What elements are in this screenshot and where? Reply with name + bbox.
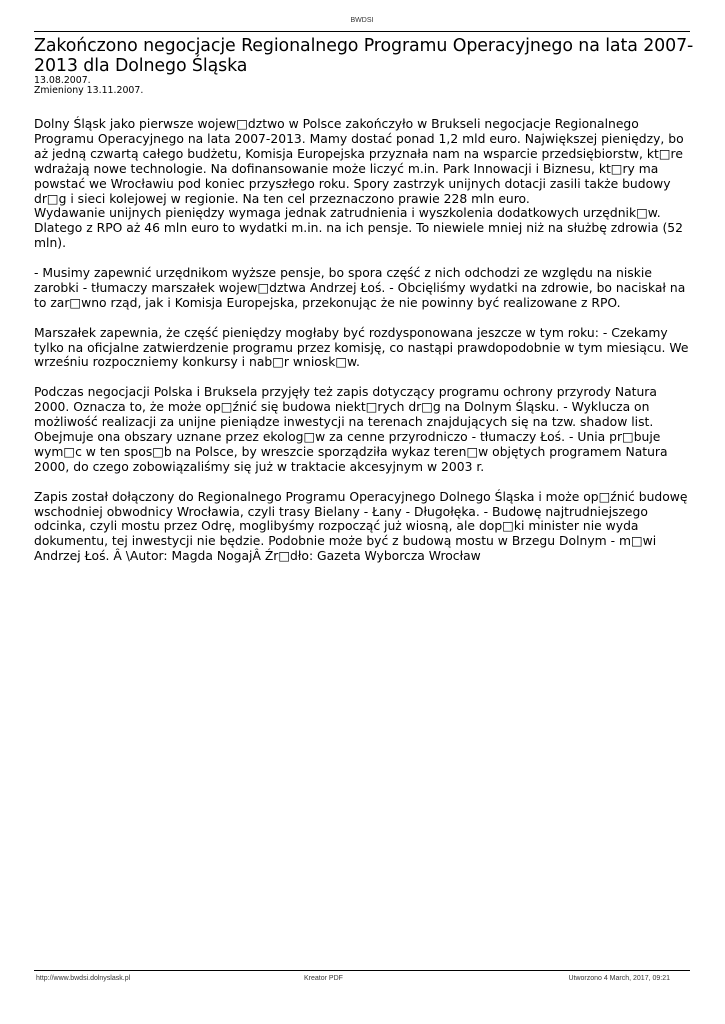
footer-divider [34, 970, 690, 971]
footer-generator: Kreator PDF [304, 975, 343, 982]
article-paragraph: Dolny Śląsk jako pierwsze wojew□dztwo w Polsce zakończyło w Brukseli negocjacje Regionalnego Programu Operacyjnego na lata 2007-2013. Mamy dostać ponad 1,2 mld euro. Największej pieniędzy, bo aż jedną czwartą całego budżetu, Komisja Europejska przyznała nam na wsparcie przedsiębiorstw, kt□re wdrażają nowe technologie. Na dofinansowanie może liczyć m.in. Park Innowacji i Biznesu, kt□ry ma powstać we Wrocławiu pod koniec przyszłego roku. Spory zastrzyk unijnych dotacji zasili także budowy dr□g i sieci kolejowej w regionie. Na ten cel przeznaczono prawie 228 mln euro. Wydawanie unijnych pieniędzy wymaga jednak zatrudnienia i wyszkolenia dodatkowych urzędnik□w. Dlatego z RPO aż 46 mln euro to wydatki m.in. na ich pensje. To niewiele mniej niż na służbę zdrowia (52 mln). [34, 117, 684, 251]
article-date: 13.08.2007. [34, 75, 91, 86]
article [34, 36, 694, 579]
article-paragraph: Zapis został dołączony do Regionalnego Programu Operacyjnego Dolnego Śląska i może op□źnić budowę wschodniej obwodnicy Wrocławia, czyli trasy Bielany - Łany - Długołęka. - Budowę najtrudniejszego odcinka, czyli mostu przez Odrę, moglibyśmy rozpocząć już wiosną, ale dop□ki minister nie wyda dokumentu, tej inwestycji nie będzie. Podobnie może być z budową mostu w Brzegu Dolnym - m□wi Andrzej Łoś. Â \Autor: Magda NogajÂ Źr□dło: Gazeta Wyborcza Wrocław [34, 489, 688, 564]
header-divider [34, 31, 690, 32]
article-paragraph: - Musimy zapewnić urzędnikom wyższe pensje, bo spora część z nich odchodzi ze względu na niskie zarobki - tłumaczy marszałek wojew□dztwa Andrzej Łoś. - Obcięliśmy wydatki na zdrowie, bo naciskał na to zar□wno rząd, jak i Komisja Europejska, przekonując że nie powinny być realizowane z RPO. [34, 266, 686, 310]
article-paragraph: Marszałek zapewnia, że część pieniędzy mogłaby być rozdysponowana jeszcze w tym roku: - Czekamy tylko na oficjalne zatwierdzenie programu przez komisję, co nastąpi prawdopodobnie w tym miesiącu. We wrześniu rozpoczniemy konkursy i nab□r wniosk□w. [34, 325, 689, 370]
footer-site-url[interactable]: http://www.bwdsi.dolnyslask.pl [36, 975, 131, 982]
article-paragraph: Podczas negocjacji Polska i Bruksela przyjęły też zapis dotyczący programu ochrony przyrody Natura 2000. Oznacza to, że może op□źnić się budowa niekt□rych dr□g na Dolnym Śląsku. - Wyklucza on możliwość realizacji za unijne pieniądze inwestycji na terenach znajdujących się na tzw. shadow list. Obejmuje ona obszary uznane przez ekolog□w za cenne przyrodniczo - tłumaczy Łoś. - Unia pr□buje wym□c w ten spos□b na Polsce, by wreszcie sporządziła wykaz teren□w objętych programem Natura 2000, do czego zobowiązaliśmy się już w traktacie akcesyjnym w 2003 r. [34, 385, 668, 474]
page-footer [34, 970, 690, 990]
page-header [34, 14, 690, 32]
article-body [34, 117, 694, 564]
header-label: BWDSI [350, 17, 374, 24]
article-modified-date: Zmieniony 13.11.2007. [34, 85, 144, 96]
footer-created-date: Utworzono 4 March, 2017, 09:21 [568, 975, 670, 982]
article-title: Zakończono negocjacje Regionalnego Programu Operacyjnego na lata 2007-2013 dla Dolnego Śląska [34, 36, 694, 76]
